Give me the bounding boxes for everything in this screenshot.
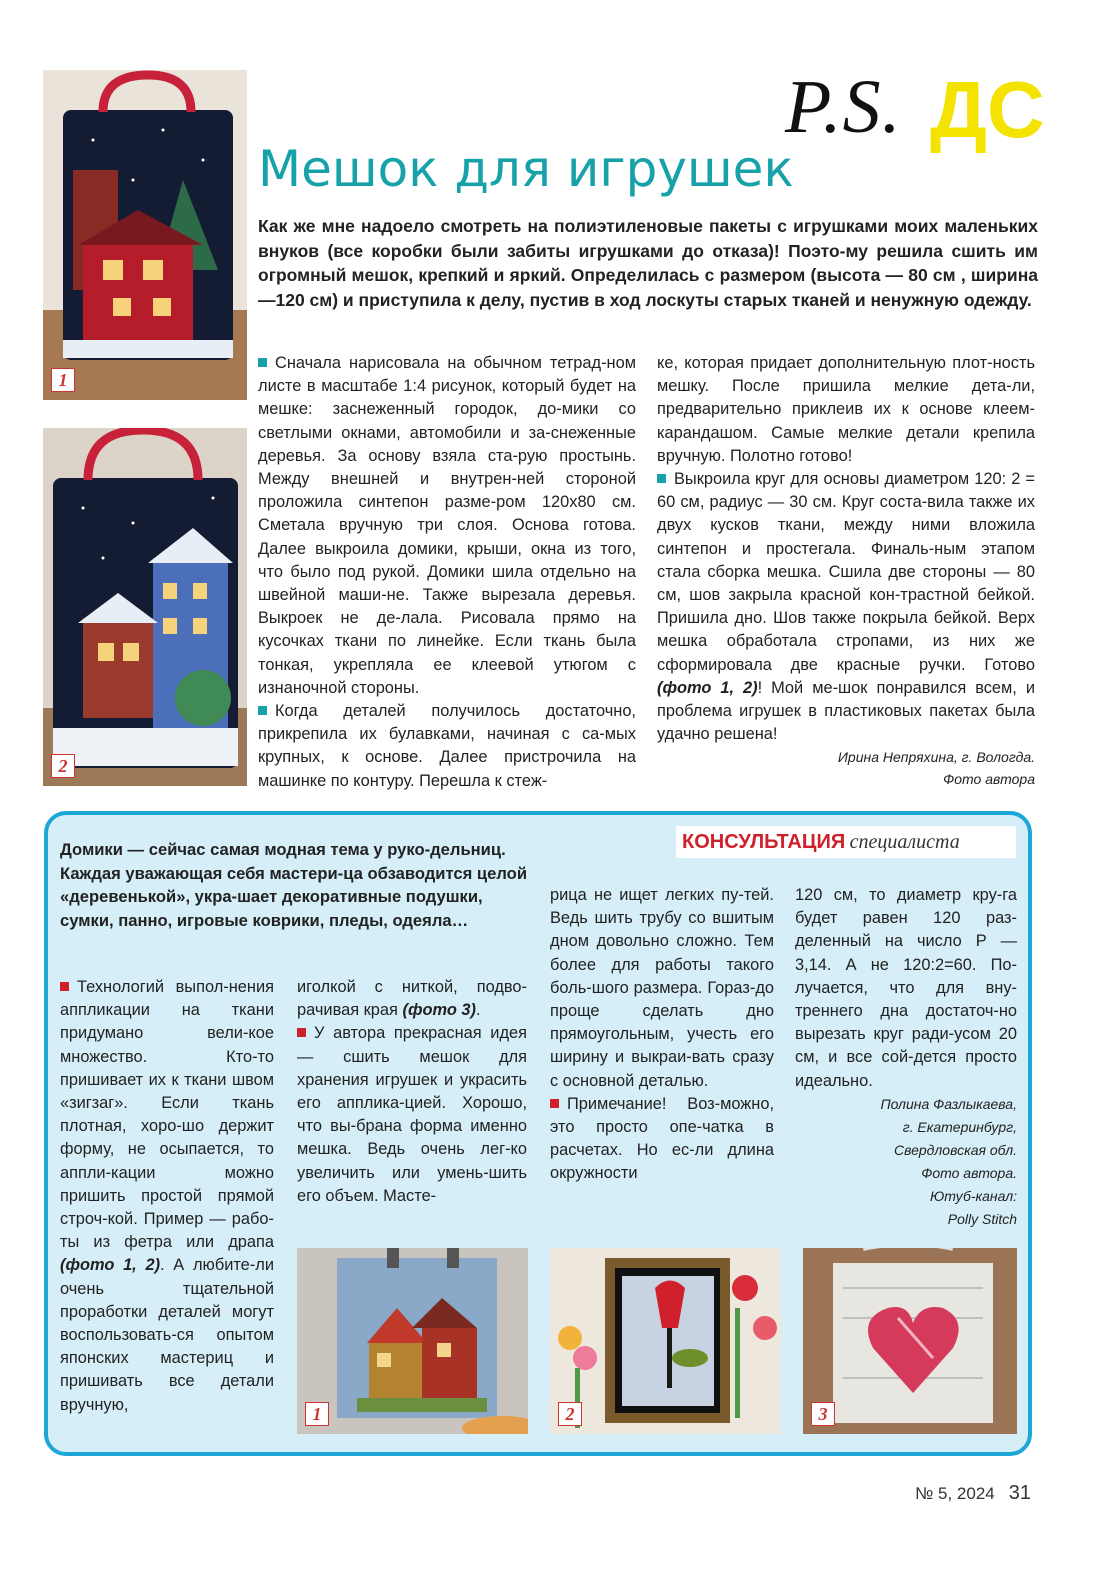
consultation-column-3: [550, 884, 774, 1186]
photo-reference: (фото 1, 2): [60, 1256, 161, 1275]
photo-number-badge: 3: [811, 1402, 835, 1426]
consult-signature: [795, 1093, 1017, 1231]
consult-paragraph: [550, 1093, 774, 1186]
consultation-column-1: [60, 976, 274, 1417]
magazine-brand-ps: P.S.: [785, 65, 902, 149]
page-number: 31: [1008, 1482, 1031, 1504]
consult-paragraph: 120 см, то диаметр кру-га будет равен 120 раз-деленный на число Р — 3,14. А не 120:2=60. По-лучается, что для вну-треннего дна достаточ-но вырезать круг ради-усом 20 см, и все сой-дется просто идеально.: [795, 886, 1017, 1090]
page-footer: [915, 1482, 1031, 1505]
paragraph-text: иголкой с ниткой, подво-рачивая края: [297, 978, 527, 1020]
article-paragraph: [657, 468, 1035, 746]
toy-bag-house-photo-icon: [43, 70, 247, 400]
paragraph-text: Примечание! Воз-можно, это просто опе-чатка в расчетах. Но ес-ли длина окружности: [550, 1094, 774, 1183]
signature-line: Polly Stitch: [947, 1210, 1017, 1227]
consultation-lead: Домики — сейчас самая модная тема у руко-дельниц. Каждая уважающая себя мастери-ца обзаводится целой «деревенькой», укра-шает декоративные подушки, сумки, панно, игровые коврики, пледы, одеяла…: [60, 840, 528, 930]
consult-paragraph: [297, 976, 527, 1022]
paragraph-text: Выкроила круг для основы диаметром 120: 2 = 60 см, радиус — 30 см. Круг соста-вила также их двух кусков ткани, между ними вложила синтепон и простегала. Финаль-ным этапом стала сборка мешка. Сшила две стороны — 80 см, шов закрыла красной кон-трастной бейкой. Пришила дно. Шов также покрыла бейкой. Верх мешка обработала стропами, из них же сформировала две красные ручки. Готово: [657, 470, 1035, 674]
photo-reference: (фото 3): [402, 1001, 476, 1020]
photo-number-badge: 2: [51, 754, 75, 778]
article-column-2: [657, 352, 1035, 790]
photo-reference: (фото 1, 2): [657, 678, 758, 697]
paragraph-text: Технологий выпол-нения аппликации на ткани придумано вели-кое множество. Кто-то пришивает их к ткани швом «зигзаг». Если ткань плотная, хоро-шо держит форму, не осыпается, то аппли-кации можно пришить простой прямой строч-кой. Пример — рабо-ты из фетра или драпа: [60, 978, 274, 1252]
paragraph-text: Сначала нарисовала на обычном тетрад-ном листе в масштабе 1:4 рисунок, который будет на мешке: заснеженный городок, до-мики со светлыми окнами, автомобили и за-снеженные деревья. За основу взяла ста-рую простынь. Между внешней и внутрен-ней стороной проложила синтепон разме-ром 120х80 см. Сметала вручную три слоя. Основа готова. Далее выкроила домики, крыши, окна из того, что было под рукой. Домики шила отдельно на швейной маши-не. Также вырезала деревья. Выкроек не де-лала. Рисовала прямо на кусочках ткани по линейке. Если ткань была тонкая, укрепляла ее клеевой утюгом с изнаночной стороны.: [258, 354, 636, 697]
photo-applique-3: [803, 1248, 1017, 1434]
bullet-square-icon: [258, 358, 267, 367]
bullet-square-icon: [297, 1028, 306, 1037]
paragraph-text: .: [475, 1001, 481, 1020]
article-paragraph: [258, 700, 636, 793]
consult-paragraph: [297, 1022, 527, 1208]
issue-number: № 5, 2024: [915, 1484, 995, 1503]
article-photo-credit: Фото автора: [943, 771, 1035, 788]
paragraph-text: рица не ищет легких пу-тей. Ведь шить трубу со вшитым дном довольно сложно. Тем более для работы такого боль-шого размера. Гораз-до проще сделать дно прямоугольным, учесть его ширину и выкраи-вать сразу с основной деталью.: [550, 886, 774, 1090]
photo-applique-1: [297, 1248, 528, 1434]
consultation-label-main: КОНСУЛЬТАЦИЯ: [682, 831, 846, 853]
signature-line: г. Екатеринбург,: [902, 1118, 1017, 1135]
consult-paragraph: [550, 884, 774, 1093]
house-applique-bag-photo-icon: [297, 1248, 528, 1434]
article-column-1: [258, 352, 636, 793]
article-lead: Как же мне надоело смотреть на полиэтиленовые пакеты с игрушками моих маленьких внуков (все коробки были забиты игрушками до отказа)! Поэто-му решила сшить им огромный мешок, крепкий и яркий. Определилась с размером (высота — 80 см , ширина —120 см) и приступила к делу, пустив в ход лоскуты старых тканей и ненужную одежду.: [258, 216, 1038, 310]
toy-bag-blue-house-photo-icon: [43, 428, 247, 786]
bullet-square-icon: [60, 982, 69, 991]
magazine-brand-ds: ДС: [930, 65, 1045, 154]
tulip-panel-photo-icon: [550, 1248, 781, 1434]
signature-line: Ютуб-канал:: [929, 1187, 1017, 1204]
paragraph-text: . А любите-ли очень тщательной проработки деталей могут воспользовать-ся опытом японских мастериц и пришивать все детали вручную,: [60, 1256, 274, 1414]
signature-line: Полина Фазлыкаева,: [880, 1095, 1017, 1112]
bullet-square-icon: [657, 474, 666, 483]
article-paragraph: [657, 352, 1035, 468]
photo-number-badge: 2: [558, 1402, 582, 1426]
photo-toy-bag-2: [43, 428, 247, 786]
heart-tote-photo-icon: [803, 1248, 1017, 1434]
photo-applique-2: [550, 1248, 781, 1434]
paragraph-text: У автора прекрасная идея — сшить мешок для хранения игрушек и украсить его апплика-цией. Хорошо, что вы-брана форма именно мешка. Ведь очень лег-ко увеличить или умень-шить его объем. Масте-: [297, 1024, 527, 1205]
paragraph-text: ке, которая придает дополнительную плот-ность мешку. После пришила мелкие дета-ли, предварительно приклеив их к основе клеем-карандашом. Самые мелкие детали крепила вручную. Полотно готово!: [657, 354, 1035, 465]
photo-number-badge: 1: [51, 368, 75, 392]
signature-line: Свердловская обл.: [893, 1141, 1017, 1158]
consultation-column-2: [297, 976, 527, 1208]
article-paragraph: [258, 352, 636, 700]
paragraph-text: Когда деталей получилось достаточно, прикрепила их булавками, начиная с са-мых крупных, к основе. Далее пристрочила на машинке по контуру. Перешла к стеж-: [258, 702, 636, 790]
photo-number-badge: 1: [305, 1402, 329, 1426]
article-title: Мешок для игрушек: [258, 140, 794, 198]
signature-line: Фото автора.: [921, 1164, 1017, 1181]
bullet-square-icon: [258, 706, 267, 715]
consultation-column-4: [795, 884, 1017, 1231]
paragraph-text: ! Мой ме-шок понравился всем, и проблема игрушек в пластиковых пакетах была удачно решена!: [657, 678, 1036, 744]
photo-toy-bag-1: [43, 70, 247, 400]
consultation-label-sub: специалиста: [849, 831, 960, 853]
bullet-square-icon: [550, 1099, 559, 1108]
consultation-label: [676, 826, 1016, 858]
article-author: Ирина Непряхина, г. Вологда.: [837, 749, 1035, 766]
